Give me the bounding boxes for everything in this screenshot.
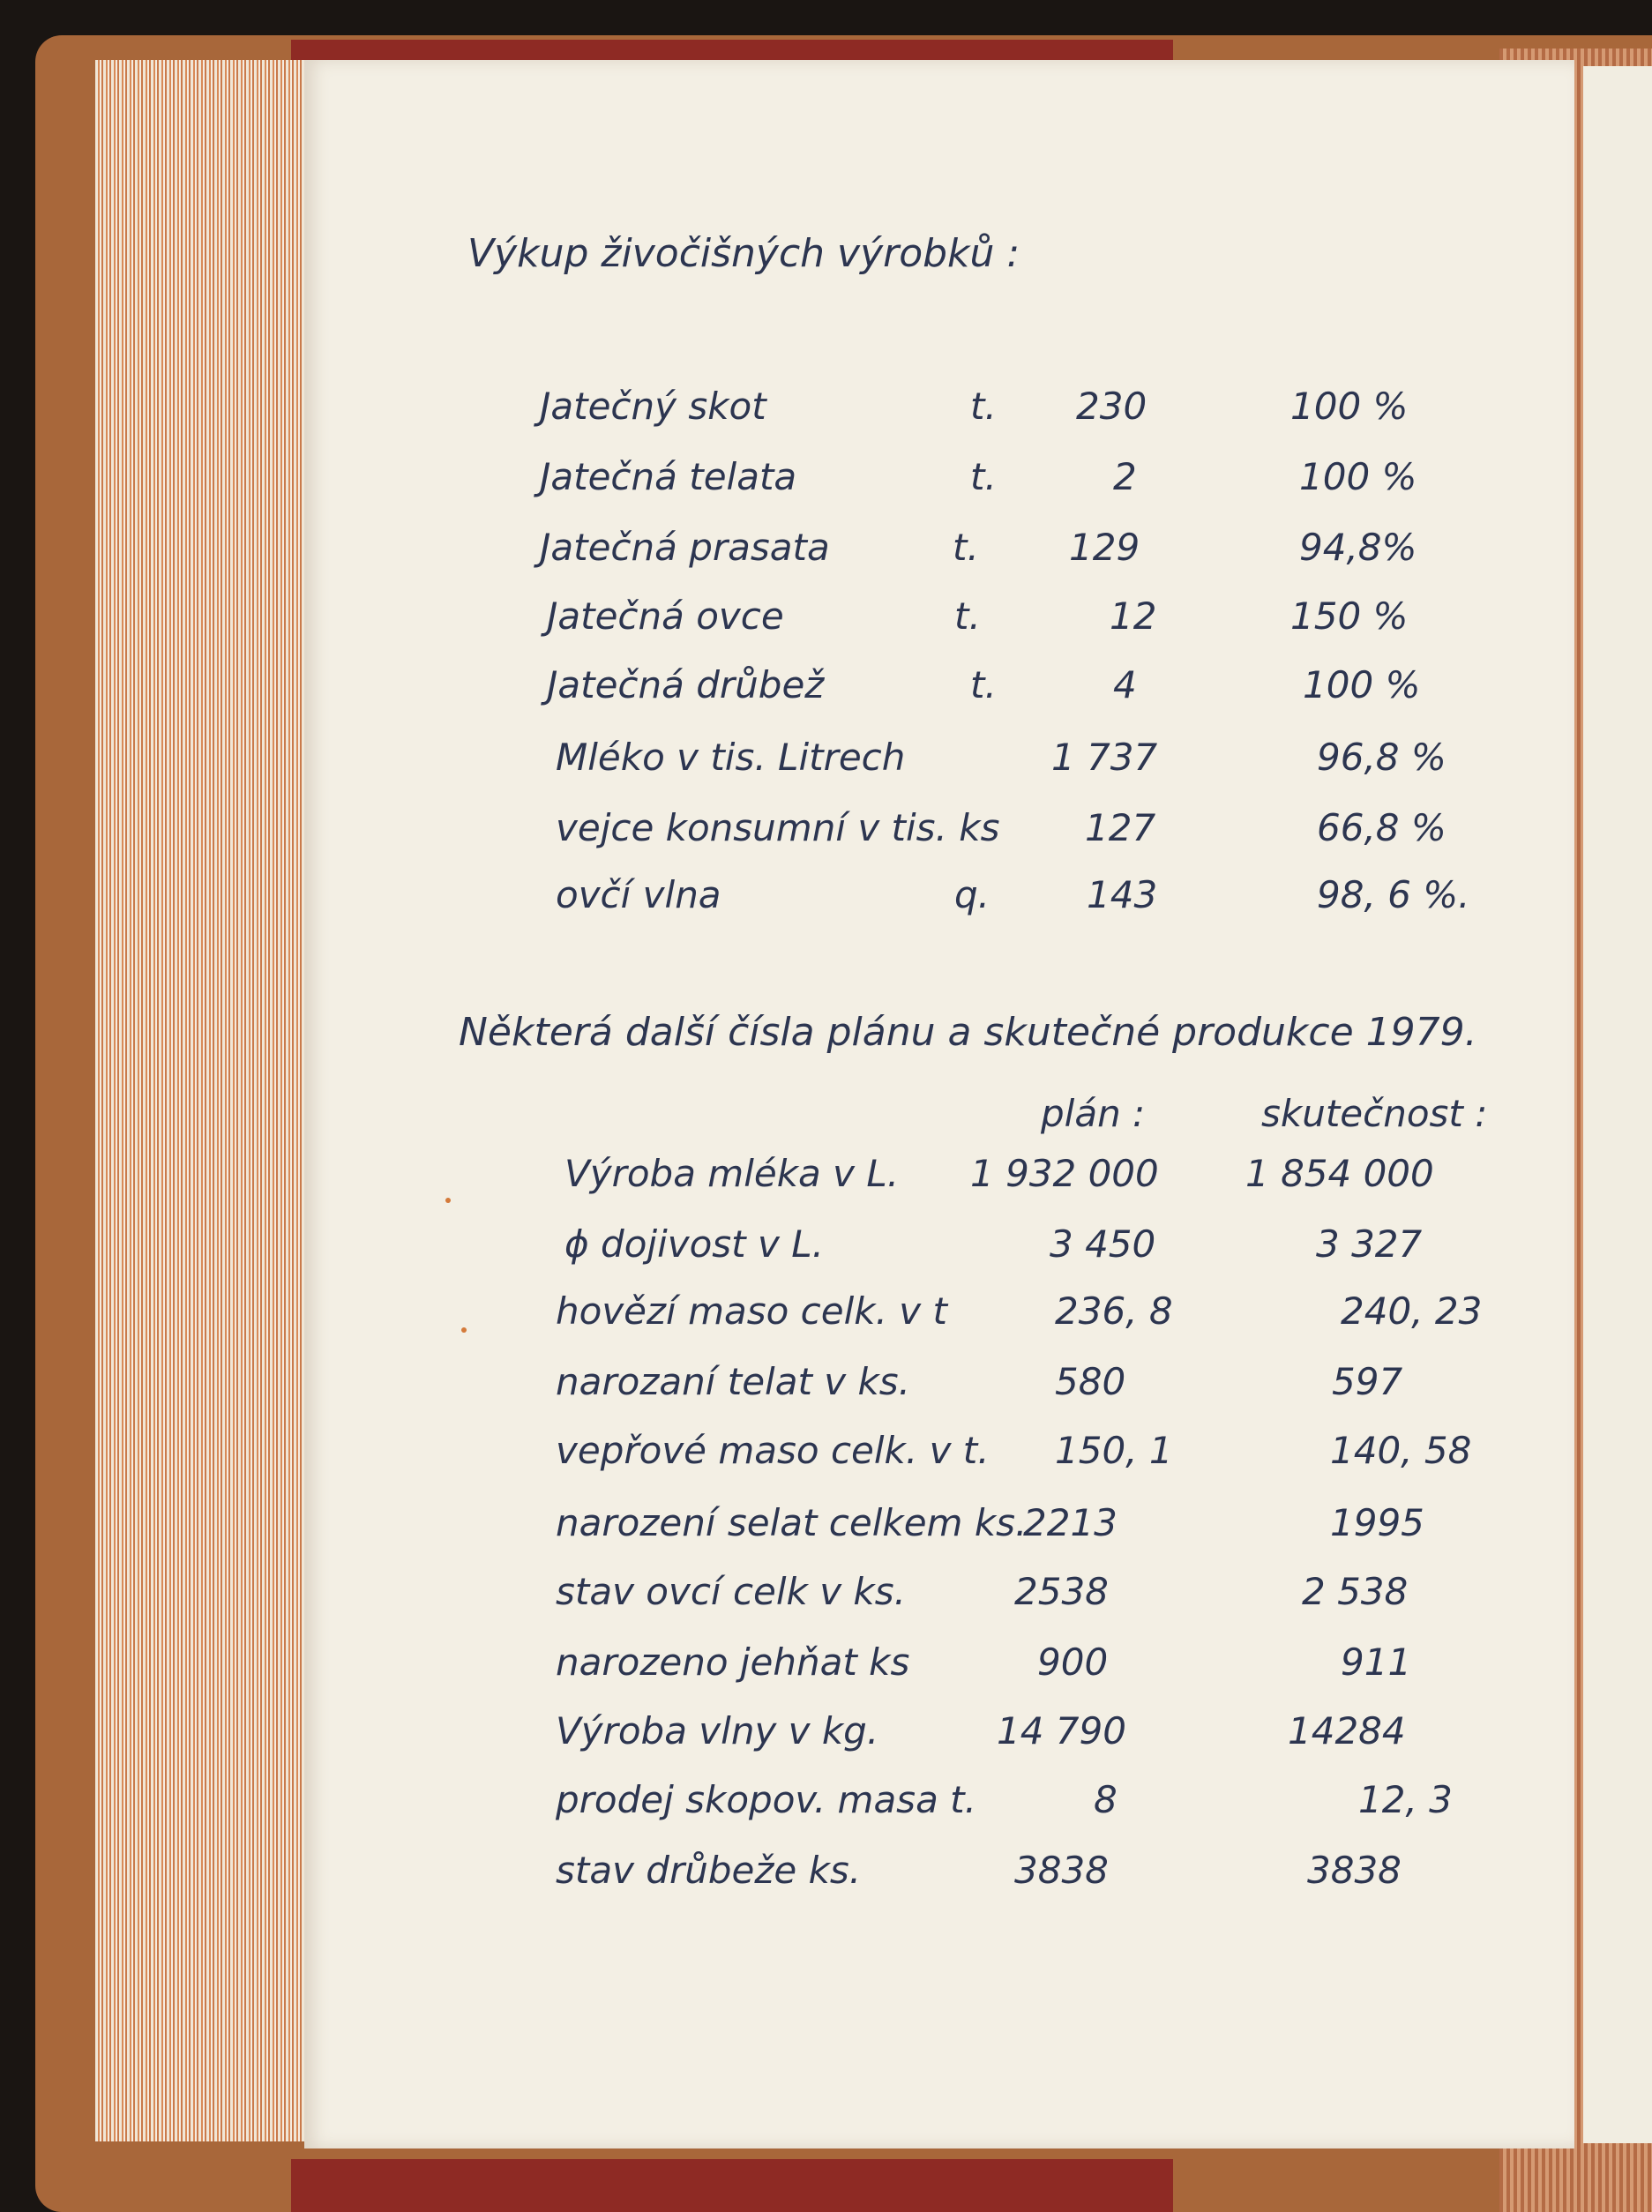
plan-row-label: prodej skopov. masa t. — [556, 1778, 976, 1821]
purchase-row-unit: t. — [953, 526, 979, 569]
ink-spot — [461, 1327, 467, 1333]
plan-row-plan: 3 450 — [1050, 1222, 1156, 1266]
purchase-row-label: Jatečný skot — [540, 385, 766, 428]
purchase-row-percent: 96,8 % — [1317, 736, 1446, 779]
column-header-plan: plán : — [1041, 1092, 1146, 1135]
purchase-row-value: 12 — [1110, 594, 1157, 638]
plan-row-label: Výroba mléka v L. — [564, 1152, 900, 1195]
plan-row-label: stav drůbeže ks. — [556, 1849, 862, 1892]
plan-row-actual: 240, 23 — [1341, 1289, 1483, 1333]
purchase-row-label: ovčí vlna — [556, 873, 721, 916]
purchase-row-unit: t. — [970, 385, 997, 428]
plan-row-plan: 14 790 — [997, 1709, 1126, 1752]
purchase-row-label: Jatečná drůbež — [547, 663, 825, 706]
plan-row-plan: 236, 8 — [1055, 1289, 1173, 1333]
purchase-row-label: vejce konsumní v tis. ks — [556, 806, 1000, 849]
plan-row-label: ϕ dojivost v L. — [564, 1222, 824, 1266]
plan-row-plan: 8 — [1094, 1778, 1118, 1821]
plan-row-actual: 140, 58 — [1330, 1429, 1472, 1472]
section-title-plan-vs-actual: Některá další čísla plánu a skutečné produkce 1979. — [459, 1010, 1477, 1055]
plan-row-actual: 12, 3 — [1358, 1778, 1453, 1821]
plan-row-label: Výroba vlny v kg. — [556, 1709, 879, 1752]
ink-spot — [445, 1198, 451, 1203]
column-header-actual: skutečnost : — [1261, 1092, 1488, 1135]
plan-row-label: narozeno jehňat ks — [556, 1640, 910, 1684]
purchase-row-value: 129 — [1069, 526, 1140, 569]
plan-row-plan: 900 — [1037, 1640, 1109, 1684]
plan-row-label: narození selat celkem ks. — [556, 1501, 1028, 1544]
plan-row-label: narozaní telat v ks. — [556, 1360, 911, 1403]
purchase-row-percent: 66,8 % — [1317, 806, 1446, 849]
plan-row-actual: 3838 — [1307, 1849, 1402, 1892]
plan-row-label: stav ovcí celk v ks. — [556, 1570, 906, 1613]
plan-row-label: vepřové maso celk. v t. — [556, 1429, 990, 1472]
purchase-row-percent: 94,8% — [1299, 526, 1417, 569]
plan-row-actual: 1 854 000 — [1245, 1152, 1434, 1195]
plan-row-plan: 1 932 000 — [970, 1152, 1159, 1195]
section-title-purchase: Výkup živočišných výrobků : — [467, 231, 1020, 276]
plan-row-actual: 911 — [1341, 1640, 1412, 1684]
purchase-row-value: 230 — [1076, 385, 1147, 428]
purchase-row-label: Jatečná ovce — [547, 594, 784, 638]
binding-strip-bottom — [291, 2159, 1173, 2212]
purchase-row-unit: t. — [970, 455, 997, 498]
purchase-row-label: Mléko v tis. Litrech — [556, 736, 906, 779]
plan-row-plan: 3838 — [1014, 1849, 1109, 1892]
purchase-row-value: 1 737 — [1051, 736, 1158, 779]
purchase-row-label: Jatečná telata — [540, 455, 797, 498]
plan-row-label: hovězí maso celk. v t — [556, 1289, 947, 1333]
purchase-row-unit: t. — [970, 663, 997, 706]
page-stack-edges — [95, 60, 309, 2141]
plan-row-plan: 150, 1 — [1055, 1429, 1173, 1472]
purchase-row-unit: q. — [954, 873, 990, 916]
purchase-row-percent: 98, 6 %. — [1317, 873, 1470, 916]
plan-row-actual: 2 538 — [1302, 1570, 1409, 1613]
purchase-row-percent: 100 % — [1303, 663, 1421, 706]
purchase-row-unit: t. — [954, 594, 981, 638]
purchase-row-percent: 150 % — [1290, 594, 1409, 638]
plan-row-plan: 580 — [1055, 1360, 1126, 1403]
plan-row-actual: 3 327 — [1316, 1222, 1423, 1266]
purchase-row-value: 127 — [1085, 806, 1156, 849]
plan-row-actual: 14284 — [1288, 1709, 1406, 1752]
facing-page-edge — [1583, 66, 1652, 2143]
purchase-row-percent: 100 % — [1290, 385, 1409, 428]
plan-row-plan: 2213 — [1023, 1501, 1118, 1544]
purchase-row-value: 4 — [1113, 663, 1137, 706]
plan-row-plan: 2538 — [1014, 1570, 1109, 1613]
plan-row-actual: 1995 — [1330, 1501, 1424, 1544]
purchase-row-value: 2 — [1113, 455, 1137, 498]
purchase-row-label: Jatečná prasata — [540, 526, 830, 569]
purchase-row-value: 143 — [1087, 873, 1158, 916]
purchase-row-percent: 100 % — [1299, 455, 1417, 498]
plan-row-actual: 597 — [1332, 1360, 1403, 1403]
